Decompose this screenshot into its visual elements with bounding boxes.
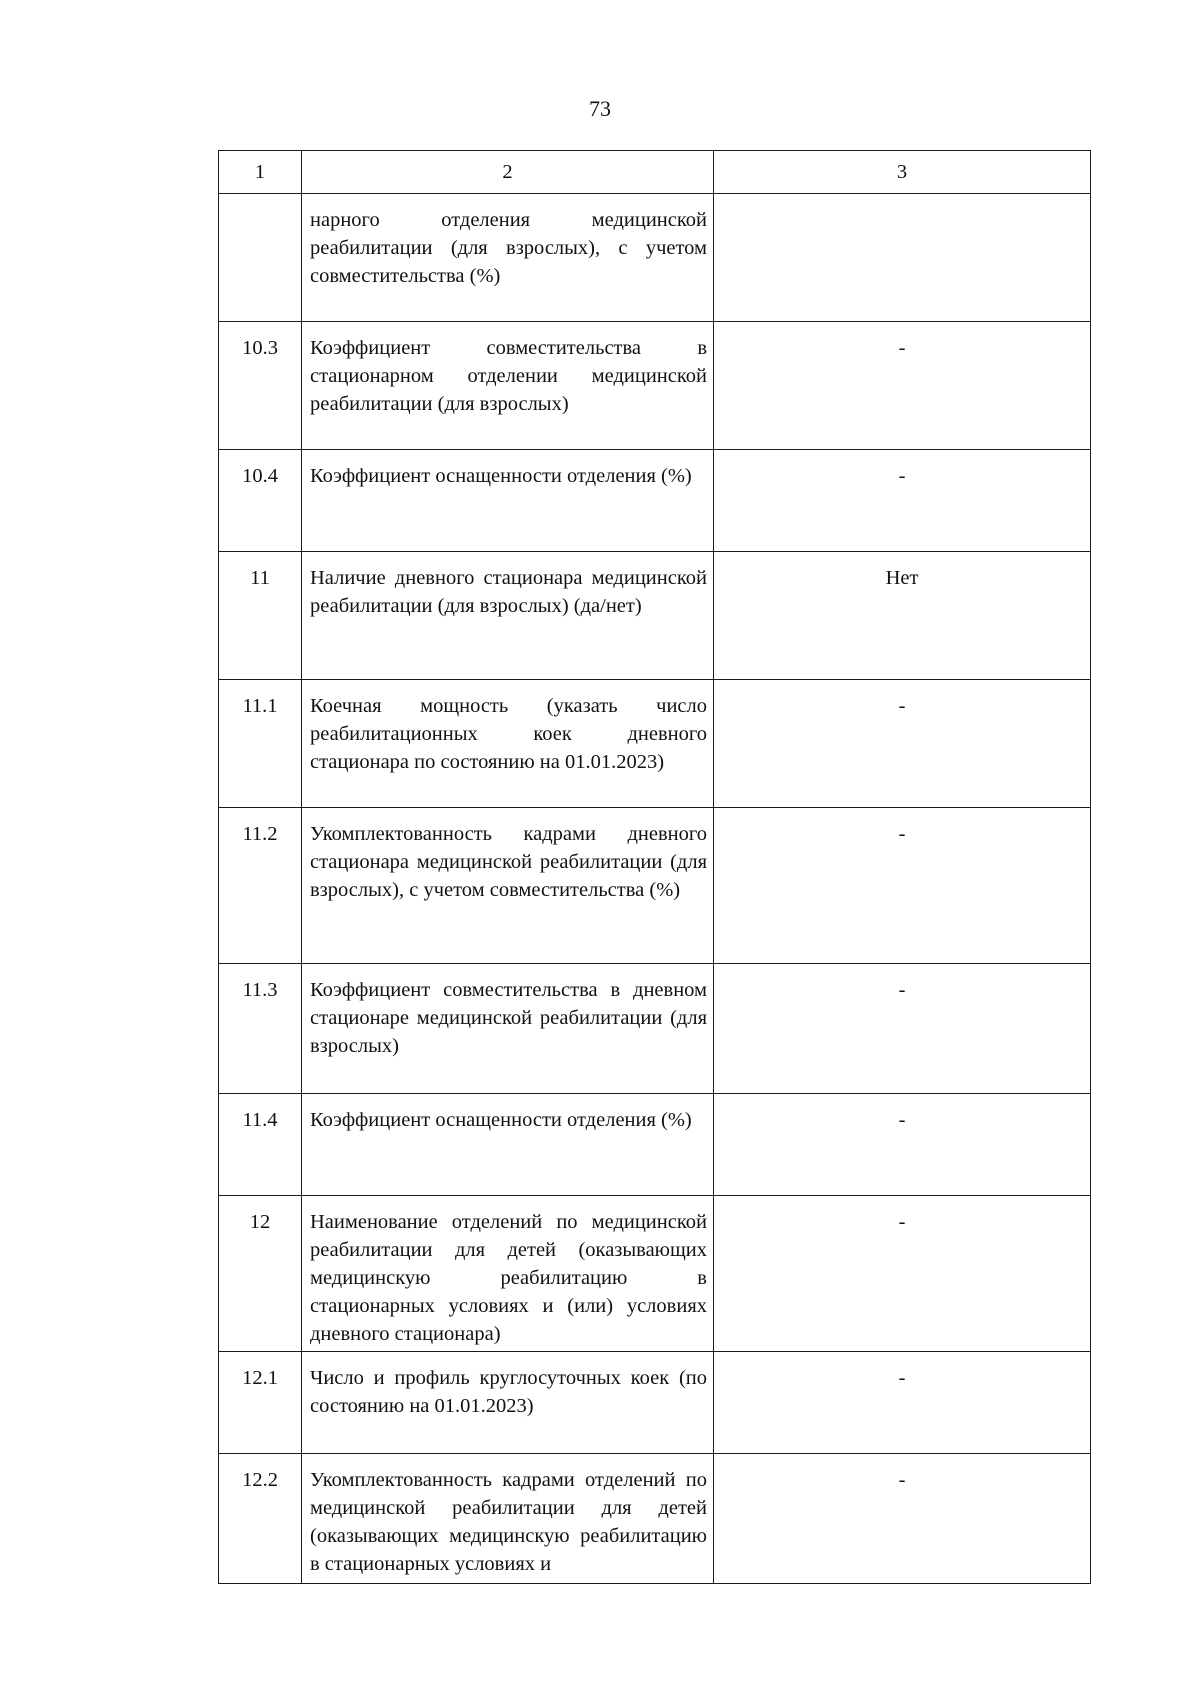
table-row <box>219 450 1091 552</box>
row-number: 11 <box>219 552 302 680</box>
row-value: - <box>714 322 1091 450</box>
row-number: 10.4 <box>219 450 302 552</box>
header-cell-col-3: 3 <box>714 151 1091 194</box>
table-header-row <box>219 151 1091 194</box>
row-number: 11.1 <box>219 680 302 808</box>
table-row <box>219 552 1091 680</box>
row-number <box>219 194 302 322</box>
row-indicator-text: Число и профиль круглосуточных коек (по состоянию на 01.01.2023) <box>302 1352 714 1454</box>
row-indicator-text: Коэффициент оснащенности отделения (%) <box>302 1094 714 1196</box>
row-number: 11.2 <box>219 808 302 964</box>
row-value: - <box>714 964 1091 1094</box>
row-value: Нет <box>714 552 1091 680</box>
table-row <box>219 964 1091 1094</box>
row-number: 12.2 <box>219 1454 302 1584</box>
row-indicator-text: Коэффициент совместительства в дневном стационаре медицинской реабилитации (для взрослых) <box>302 964 714 1094</box>
row-number: 12 <box>219 1196 302 1352</box>
row-indicator-text: Наименование отделений по медицинской реабилитации для детей (оказывающих медицинскую реабилитацию в стационарных условиях и (или) условиях дневного стационара) <box>302 1196 714 1352</box>
row-indicator-text: Коэффициент совместительства в стационарном отделении медицинской реабилитации (для взрослых) <box>302 322 714 450</box>
row-value: - <box>714 1094 1091 1196</box>
row-indicator-text: Наличие дневного стационара медицинской реабилитации (для взрослых) (да/нет) <box>302 552 714 680</box>
table-row <box>219 680 1091 808</box>
header-cell-col-1: 1 <box>219 151 302 194</box>
table-row <box>219 1352 1091 1454</box>
row-value: - <box>714 808 1091 964</box>
table-row <box>219 194 1091 322</box>
row-indicator-text: Укомплектованность кадрами дневного стационара медицинской реабилитации (для взрослых), с учетом совместительства (%) <box>302 808 714 964</box>
row-indicator-text: Укомплектованность кадрами отделений по медицинской реабилитации для детей (оказывающих медицинскую реабилитацию в стационарных условиях и <box>302 1454 714 1584</box>
table-row <box>219 1454 1091 1584</box>
row-indicator-text: Коечная мощность (указать число реабилитационных коек дневного стационара по состоянию на 01.01.2023) <box>302 680 714 808</box>
row-number: 10.3 <box>219 322 302 450</box>
table-row <box>219 808 1091 964</box>
row-value: - <box>714 1196 1091 1352</box>
indicators-table <box>218 150 1091 1584</box>
row-number: 11.4 <box>219 1094 302 1196</box>
header-cell-col-2: 2 <box>302 151 714 194</box>
table-row <box>219 1196 1091 1352</box>
table-row <box>219 322 1091 450</box>
row-number: 12.1 <box>219 1352 302 1454</box>
row-value: - <box>714 1352 1091 1454</box>
row-value: - <box>714 450 1091 552</box>
row-indicator-text: Коэффициент оснащенности отделения (%) <box>302 450 714 552</box>
table-row <box>219 1094 1091 1196</box>
row-value: - <box>714 1454 1091 1584</box>
row-value <box>714 194 1091 322</box>
row-indicator-text: нарного отделения медицинской реабилитации (для взрослых), с учетом совместительства (%) <box>302 194 714 322</box>
page-number: 73 <box>589 96 611 121</box>
row-value: - <box>714 680 1091 808</box>
row-number: 11.3 <box>219 964 302 1094</box>
